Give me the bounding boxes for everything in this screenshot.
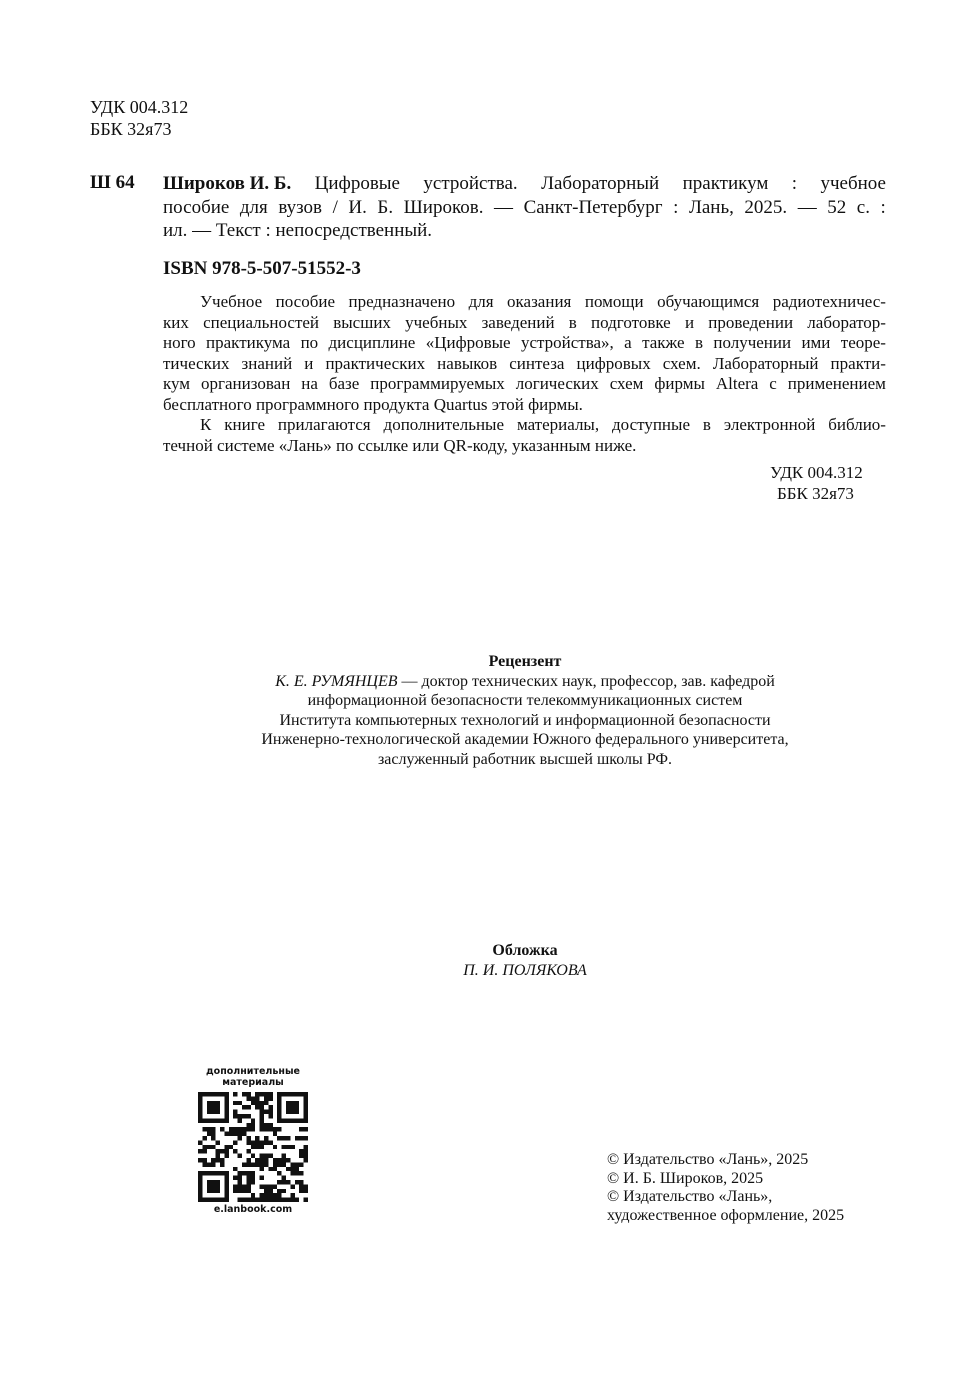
classification-block-right [770, 462, 863, 504]
copyright-line: © И. Б. Широков, 2025 [607, 1169, 764, 1187]
annotation-line [163, 354, 886, 375]
annotation-word: также [642, 333, 685, 352]
annotation-word: материалы, [516, 415, 600, 434]
qr-caption-line: материалы [222, 1077, 284, 1088]
annotation-word: базе [328, 374, 360, 393]
annotation-word: ного [163, 333, 196, 352]
reviewer-heading: Рецензент [488, 653, 562, 670]
annotation-word: проведении [708, 312, 794, 332]
annotation-line [163, 374, 886, 395]
annotation-word: обучающимся [657, 292, 760, 311]
biblio-word: пособие [163, 196, 230, 218]
annotation-word: получении [713, 333, 792, 352]
annotation-word: программируемых [370, 374, 505, 393]
annotation-line [163, 313, 886, 334]
annotation-word: на [301, 374, 318, 393]
annotation-word: в [568, 312, 577, 332]
annotation-word: книге [224, 415, 265, 434]
isbn: ISBN 978-5-507-51552-3 [163, 258, 361, 279]
reviewer-name: К. Е. РУМЯНЦЕВ [275, 672, 398, 690]
annotation-word: по [300, 333, 319, 352]
annotation-word: цифровых [576, 353, 651, 373]
biblio-line-1 [163, 172, 886, 196]
annotation-word: фирмы [654, 374, 705, 393]
biblio-word: : [673, 196, 679, 218]
annotation-word: подготовке [591, 312, 671, 332]
qr-caption-line: дополнительные [206, 1066, 300, 1077]
biblio-word: учебное [820, 173, 886, 194]
annotation-word: специальностей [203, 312, 320, 332]
annotation-line: бесплатного программного продукта Quartus этой фирмы. [163, 394, 583, 414]
biblio-word: Б. [377, 196, 394, 218]
annotation-line: течной системе «Лань» по ссылке или QR-коду, указанным ниже. [163, 435, 637, 455]
annotation-word: синтеза [509, 353, 565, 373]
reviewer-credentials: — доктор технических наук, профессор, зав. кафедрой [397, 672, 775, 690]
copyright-block [607, 1151, 844, 1225]
annotation-word: предназначено [348, 292, 456, 311]
biblio-word: Лабораторный [541, 173, 660, 194]
copyright-line: © Издательство «Лань», [607, 1188, 773, 1205]
annotation-word: теоре- [840, 333, 886, 352]
annotation-word: и [304, 353, 314, 373]
classification-block [90, 96, 188, 140]
annotation-word: практических [325, 353, 426, 373]
bbk-code-right: ББК 32я73 [777, 484, 854, 503]
biblio-word: для [239, 196, 268, 218]
reviewer-line-5: заслуженный работник высшей школы РФ. [377, 750, 673, 768]
annotation-word: Учебное [200, 292, 263, 311]
biblio-word: устройства. [423, 173, 518, 194]
annotation-line [163, 292, 886, 313]
bibliographic-description [163, 172, 886, 243]
reviewer-line-1 [0, 672, 976, 692]
udk-code: УДК 004.312 [90, 97, 189, 117]
biblio-word: : [791, 173, 798, 194]
annotation-word: помощи [584, 292, 644, 311]
annotation-word: Altera [715, 374, 759, 393]
author-name: Широков И. Б. [163, 173, 292, 194]
biblio-word: с. [856, 196, 870, 218]
annotation-word: в [694, 333, 703, 352]
annotation-word: высших [333, 312, 391, 332]
qr-caption [196, 1066, 310, 1088]
biblio-word: 2025. [744, 196, 788, 218]
cover-designer-name: П. И. ПОЛЯКОВА [463, 961, 587, 979]
reviewer-line-4: Инженерно-технологической академии Южного федерального университета, [261, 731, 789, 748]
biblio-word: практикум [682, 173, 769, 194]
annotation-line [163, 333, 886, 354]
annotation-line [163, 415, 886, 436]
reviewer-line-2: информационной безопасности телекоммуникационных систем [307, 692, 743, 709]
annotation-word: библио- [828, 415, 886, 434]
annotation-word: дополнительные [383, 415, 505, 434]
annotation-word: организован [201, 374, 291, 393]
annotation-word: учебных [405, 312, 468, 332]
bbk-code: ББК 32я73 [90, 119, 172, 139]
annotation-word: лаборатор- [807, 312, 886, 332]
annotation-word: знаний [241, 353, 293, 373]
biblio-word: Санкт-Петербург [523, 196, 663, 218]
annotation-word: ими [801, 333, 831, 352]
annotation-word: ких [163, 312, 189, 332]
biblio-word: Лань, [688, 196, 734, 218]
biblio-word: / [332, 196, 338, 218]
annotation-word: с [769, 374, 777, 393]
cover-block [0, 941, 976, 980]
annotation-word: дисциплине [328, 333, 416, 352]
annotation-word: схем [609, 374, 644, 393]
annotation-word: применением [787, 374, 886, 393]
annotation-word: кум [163, 374, 191, 393]
biblio-word: — [494, 196, 514, 218]
annotation-word: заведений [481, 312, 555, 332]
annotation-word: К [200, 415, 212, 434]
annotation-word: радиотехничес- [772, 292, 886, 311]
annotation-word: пособие [275, 292, 335, 311]
author-cipher: Ш 64 [90, 172, 135, 193]
copyright-line: художественное оформление, 2025 [607, 1206, 845, 1224]
annotation [163, 292, 886, 456]
annotation-word: и [684, 312, 695, 332]
copyright-line: © Издательство «Лань», 2025 [607, 1151, 809, 1168]
annotation-word: прилагаются [277, 415, 371, 434]
udk-code-right: УДК 004.312 [770, 463, 863, 482]
biblio-line-2 [163, 196, 886, 220]
cover-heading: Обложка [492, 942, 558, 959]
annotation-word: «Цифровые [425, 333, 511, 352]
annotation-word: в [702, 415, 711, 434]
annotation-word: практикума [206, 333, 291, 352]
annotation-word: доступные [612, 415, 691, 434]
annotation-word: электронной [723, 415, 816, 434]
biblio-word: 52 [827, 196, 847, 218]
annotation-word: навыков [437, 353, 498, 373]
biblio-word: : [880, 196, 886, 218]
annotation-word: а [624, 333, 632, 352]
biblio-word: Цифровые [314, 173, 400, 194]
reviewer-block [0, 652, 976, 769]
annotation-word: устройства», [520, 333, 614, 352]
qr-block [196, 1066, 310, 1215]
annotation-word: схем. [662, 353, 701, 373]
annotation-word: тических [163, 353, 230, 373]
biblio-word: Широков. [403, 196, 484, 218]
annotation-word: для [468, 292, 494, 311]
qr-code-icon[interactable] [198, 1092, 308, 1202]
annotation-word: практи- [830, 353, 886, 373]
biblio-word: вузов [278, 196, 323, 218]
annotation-word: логических [515, 374, 599, 393]
annotation-word: Лабораторный [712, 353, 819, 373]
qr-url: e.lanbook.com [213, 1204, 293, 1215]
biblio-word: — [797, 196, 817, 218]
reviewer-line-3: Института компьютерных технологий и информационной безопасности [279, 711, 771, 729]
biblio-line-3: ил. — Текст : непосредственный. [163, 220, 433, 241]
biblio-word: И. [348, 196, 367, 218]
annotation-word: оказания [507, 292, 572, 311]
